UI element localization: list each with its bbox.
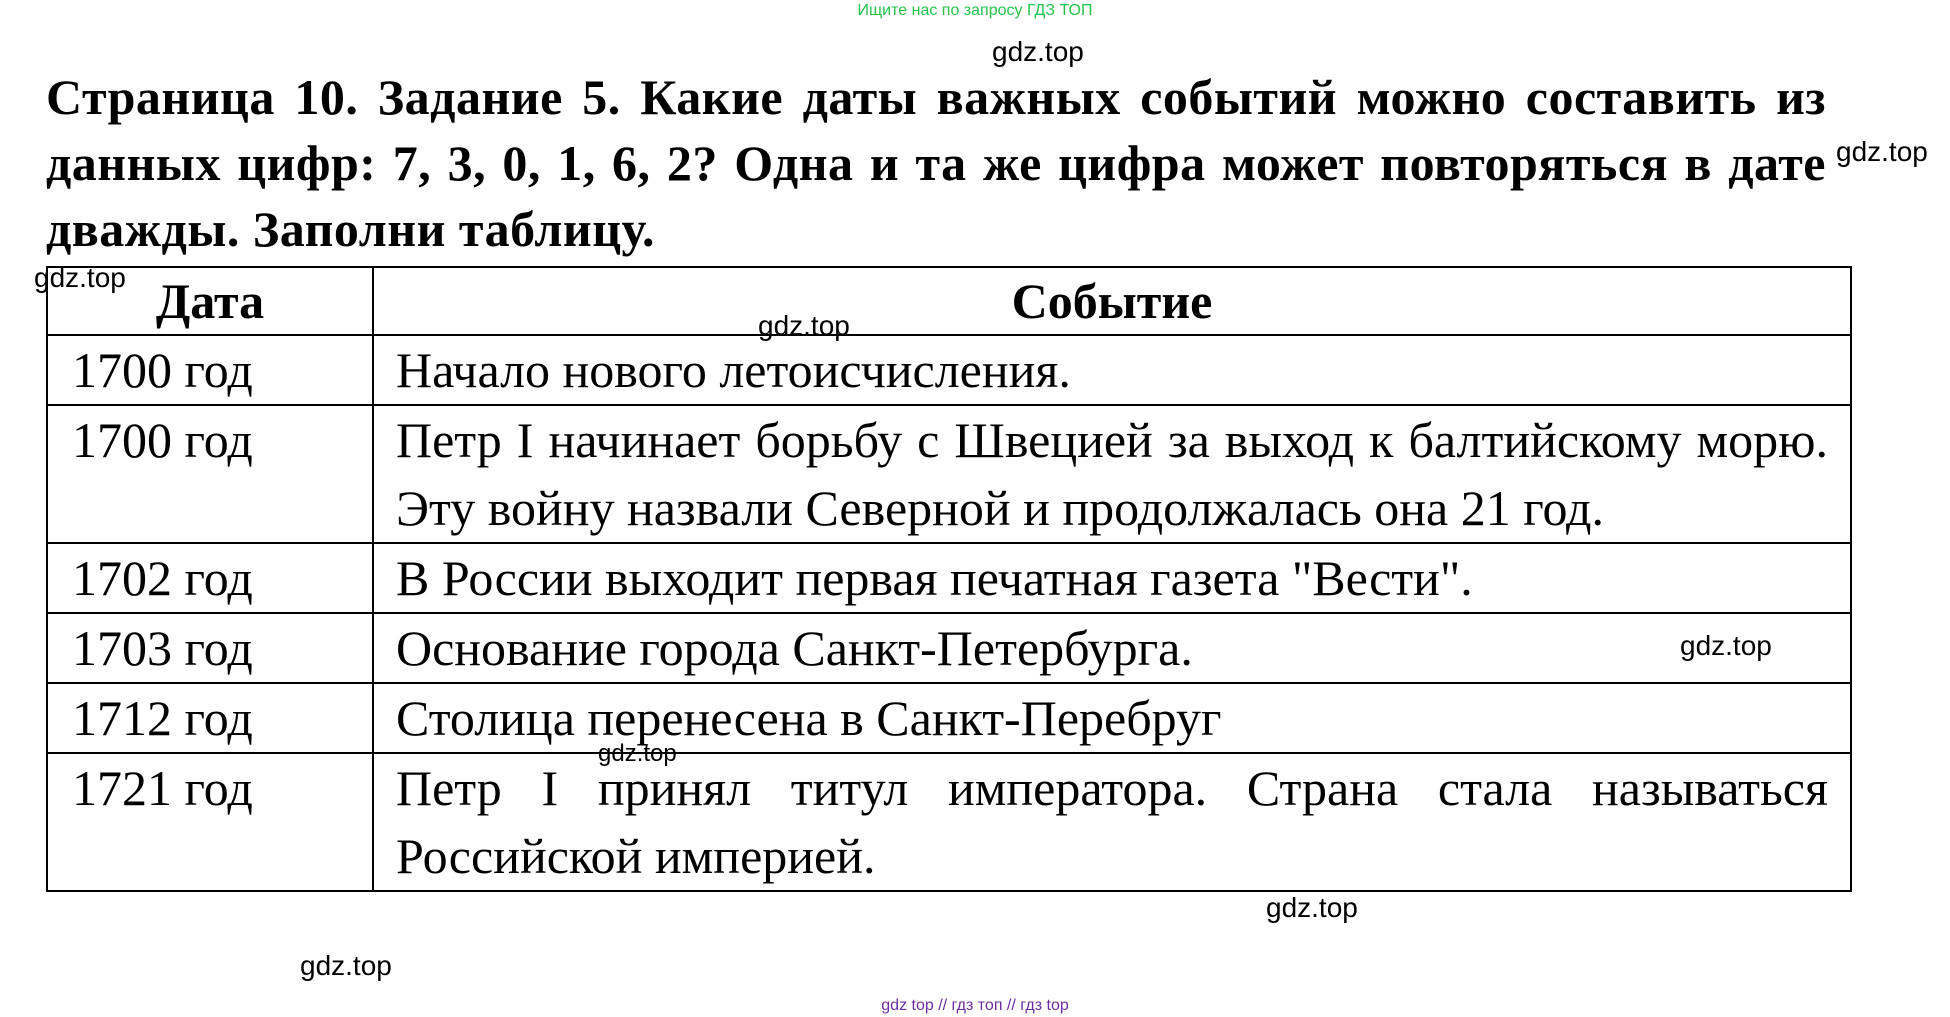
table-row bbox=[47, 683, 1851, 753]
watermark: gdz.top bbox=[1680, 630, 1772, 661]
watermark: gdz.top bbox=[598, 740, 677, 767]
event-cell: Основание города Санкт-Петербурга. bbox=[373, 613, 1851, 683]
watermark: gdz.top bbox=[992, 36, 1084, 67]
task-heading: Страница 10. Задание 5. Какие даты важных событий можно составить из данных цифр: 7, 3, 0, 1, 6, 2? Одна и та же цифра может повторяться в дате дважды. Заполни таблицу. bbox=[46, 69, 1826, 257]
event-cell: Столица перенесена в Санкт-Перебруг bbox=[373, 683, 1851, 753]
watermark: gdz.top bbox=[1266, 892, 1358, 923]
table-row bbox=[47, 405, 1851, 543]
column-header-event: Событие bbox=[373, 267, 1851, 335]
top-banner[interactable]: Ищите нас по запросу ГДЗ ТОП bbox=[857, 2, 1093, 19]
date-cell: 1702 год bbox=[47, 543, 373, 613]
table-header-row bbox=[47, 267, 1851, 335]
watermark: gdz.top bbox=[758, 310, 850, 341]
bottom-banner[interactable]: gdz top // гдз топ // гдз top bbox=[881, 997, 1069, 1014]
table-row bbox=[47, 335, 1851, 405]
watermark: gdz.top bbox=[1836, 136, 1928, 167]
date-cell: 1712 год bbox=[47, 683, 373, 753]
event-cell: Петр I начинает борьбу с Швецией за выход к балтийскому морю. Эту войну назвали Северной и продолжалась она 21 год. bbox=[373, 405, 1851, 543]
event-cell: В России выходит первая печатная газета "Вести". bbox=[373, 543, 1851, 613]
table-row bbox=[47, 543, 1851, 613]
table-row bbox=[47, 613, 1851, 683]
events-table bbox=[46, 266, 1852, 892]
date-cell: 1721 год bbox=[47, 753, 373, 891]
event-cell: Петр I принял титул императора. Страна стала называться Российской империей. bbox=[373, 753, 1851, 891]
date-cell: 1700 год bbox=[47, 335, 373, 405]
event-cell: Начало нового летоисчисления. bbox=[373, 335, 1851, 405]
watermark: gdz.top bbox=[300, 950, 392, 981]
column-header-date: Дата bbox=[47, 267, 373, 335]
watermark: gdz.top bbox=[34, 262, 126, 293]
date-cell: 1700 год bbox=[47, 405, 373, 543]
table-row bbox=[47, 753, 1851, 891]
date-cell: 1703 год bbox=[47, 613, 373, 683]
